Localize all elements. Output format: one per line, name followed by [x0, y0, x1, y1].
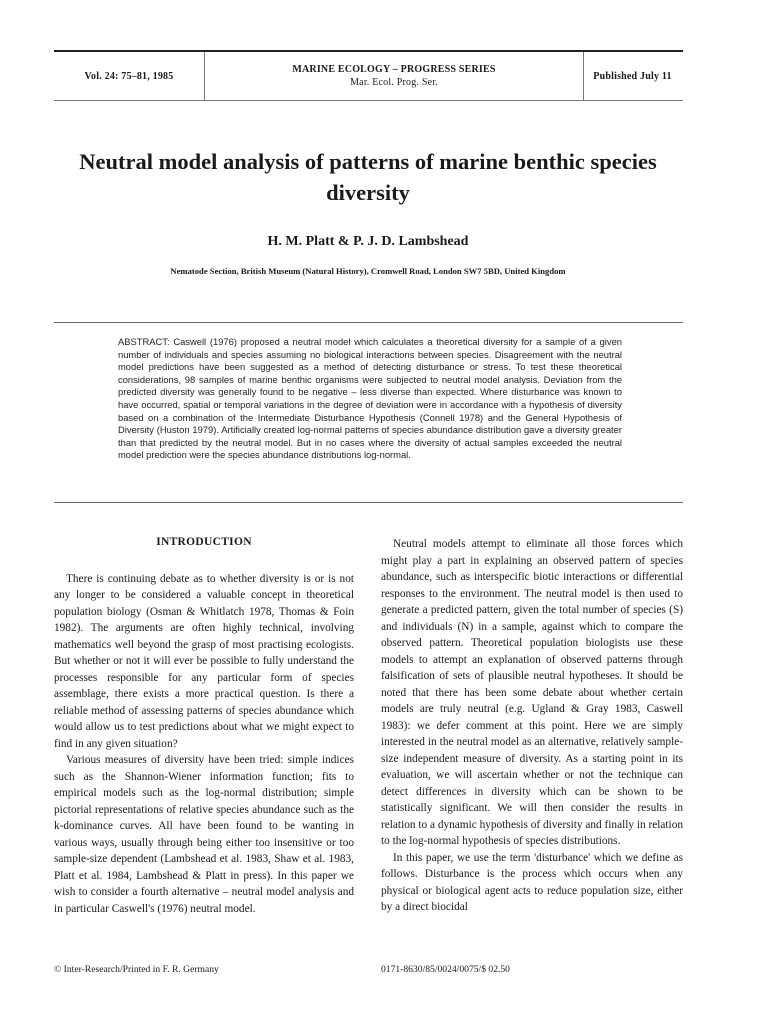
- paper-title: Neutral model analysis of patterns of marine benthic species diversity: [79, 149, 657, 205]
- left-column: [54, 534, 354, 917]
- journal-header: [54, 50, 683, 101]
- publication-date: Published July 11: [593, 70, 672, 82]
- volume-info: Vol. 24: 75–81, 1985: [84, 70, 174, 82]
- paper-authors: H. M. Platt & P. J. D. Lambshead: [267, 234, 469, 249]
- body-paragraph: In this paper, we use the term 'disturbance' which we define as follows. Disturbance is the process which occurs when any physical or biological agent acts to reduce population size, either by a direct biocidal: [381, 851, 683, 913]
- right-column: [381, 536, 683, 916]
- issn-code: 0171-8630/85/0024/0075/$ 02.50: [381, 964, 510, 975]
- abstract-text: ABSTRACT: Caswell (1976) proposed a neutral model which calculates a theoretical diversity for a sample of a given number of individuals and species assuming no biological interactions between species. Disagreement with the neutral model predictions have been suggested as a method of detecting disturbance or stress. To test these theoretical considerations, 98 samples of marine benthic organisms were subjected to neutral model analysis. Deviation from the predicted diversity was generally found to be negative – less diverse than expected. Where disturbance was known to have occurred, spatial or temporal variations in the degree of deviation were in accordance with a hypothesis of diversity based on a combination of the Intermediate Disturbance Hypothesis (Connell 1978) and the General Hypothesis of Diversity (Huston 1979). Artificially created log-normal patterns of species abundance distribution gave a diversity greater than that predicted by the neutral model. But in no cases where the diversity of actual samples exceeded the neutral model prediction were the species abundance distributions log-normal.: [118, 336, 622, 461]
- copyright-notice: © Inter-Research/Printed in F. R. Germany: [54, 964, 219, 975]
- abstract-top-rule: [54, 322, 683, 323]
- intro-paragraph: Various measures of diversity have been tried: simple indices such as the Shannon-Wiener information function; fits to empirical models such as the log-normal distribution; simple pictorial representations of relative species abundance such as the k-dominance curves. All have been found to be wanting in various ways, usually through being either too insensitive or too sample-size dependent (Lambshead et al. 1983, Shaw et al. 1983, Platt et al. 1984, Lambshead & Platt in press). In this paper we wish to consider a fourth alternative – neutral model analysis and in particular Caswell's (1976) neutral model.: [54, 754, 354, 915]
- author-affiliation: Nematode Section, British Museum (Natural History), Cromwell Road, London SW7 5BD, United Kingdom: [170, 266, 566, 276]
- introduction-heading: INTRODUCTION: [156, 536, 252, 548]
- journal-abbrev: Mar. Ecol. Prog. Ser.: [350, 77, 438, 88]
- journal-name: MARINE ECOLOGY – PROGRESS SERIES: [292, 64, 496, 75]
- abstract-bottom-rule: [54, 502, 683, 503]
- intro-paragraph: There is continuing debate as to whether diversity is or is not any longer to be considered a valuable concept in theoretical population biology (Osman & Whitlatch 1978, Thomas & Foin 1982). The arguments are often highly technical, involving mathematics well beyond the grasp of most practising ecologists. But whether or not it will ever be possible to fully understand the processes responsible for any particular form of species assemblage, there exists a more practical question. Is there a reliable method of assessing patterns of species abundance which would allow us to test predictions about what we might expect to find in any given situation?: [54, 572, 354, 750]
- journal-name-block: [204, 52, 584, 100]
- body-paragraph: Neutral models attempt to eliminate all those forces which might play a part in explaining an observed pattern of species abundance, such as interspecific biotic interactions or differential responses to the environment. The neutral model is then used to generate a predicted pattern, given the total number of species (S) and individuals (N) in a sample, against which to compare the observed pattern. Theoretical population biologists use these models to attempt an explanation of observed patterns through falsification of sets of plausible neutral hypotheses. It should be noted that there has been some debate about whether certain models are truly neutral (e.g. Ugland & Gray 1983, Caswell 1983): we defer comment at this point. Here we are simply interested in the neutral model as an alternative, relatively sample-size independent measure of diversity. As a starting point in its evaluation, we will ascertain whether or not the technique can detect differences in diversity which can be shown to be statistically significant. We will then consider the results in relation to a dynamic hypothesis of diversity and finally in relation to the log-normal hypothesis of species distributions.: [381, 538, 683, 847]
